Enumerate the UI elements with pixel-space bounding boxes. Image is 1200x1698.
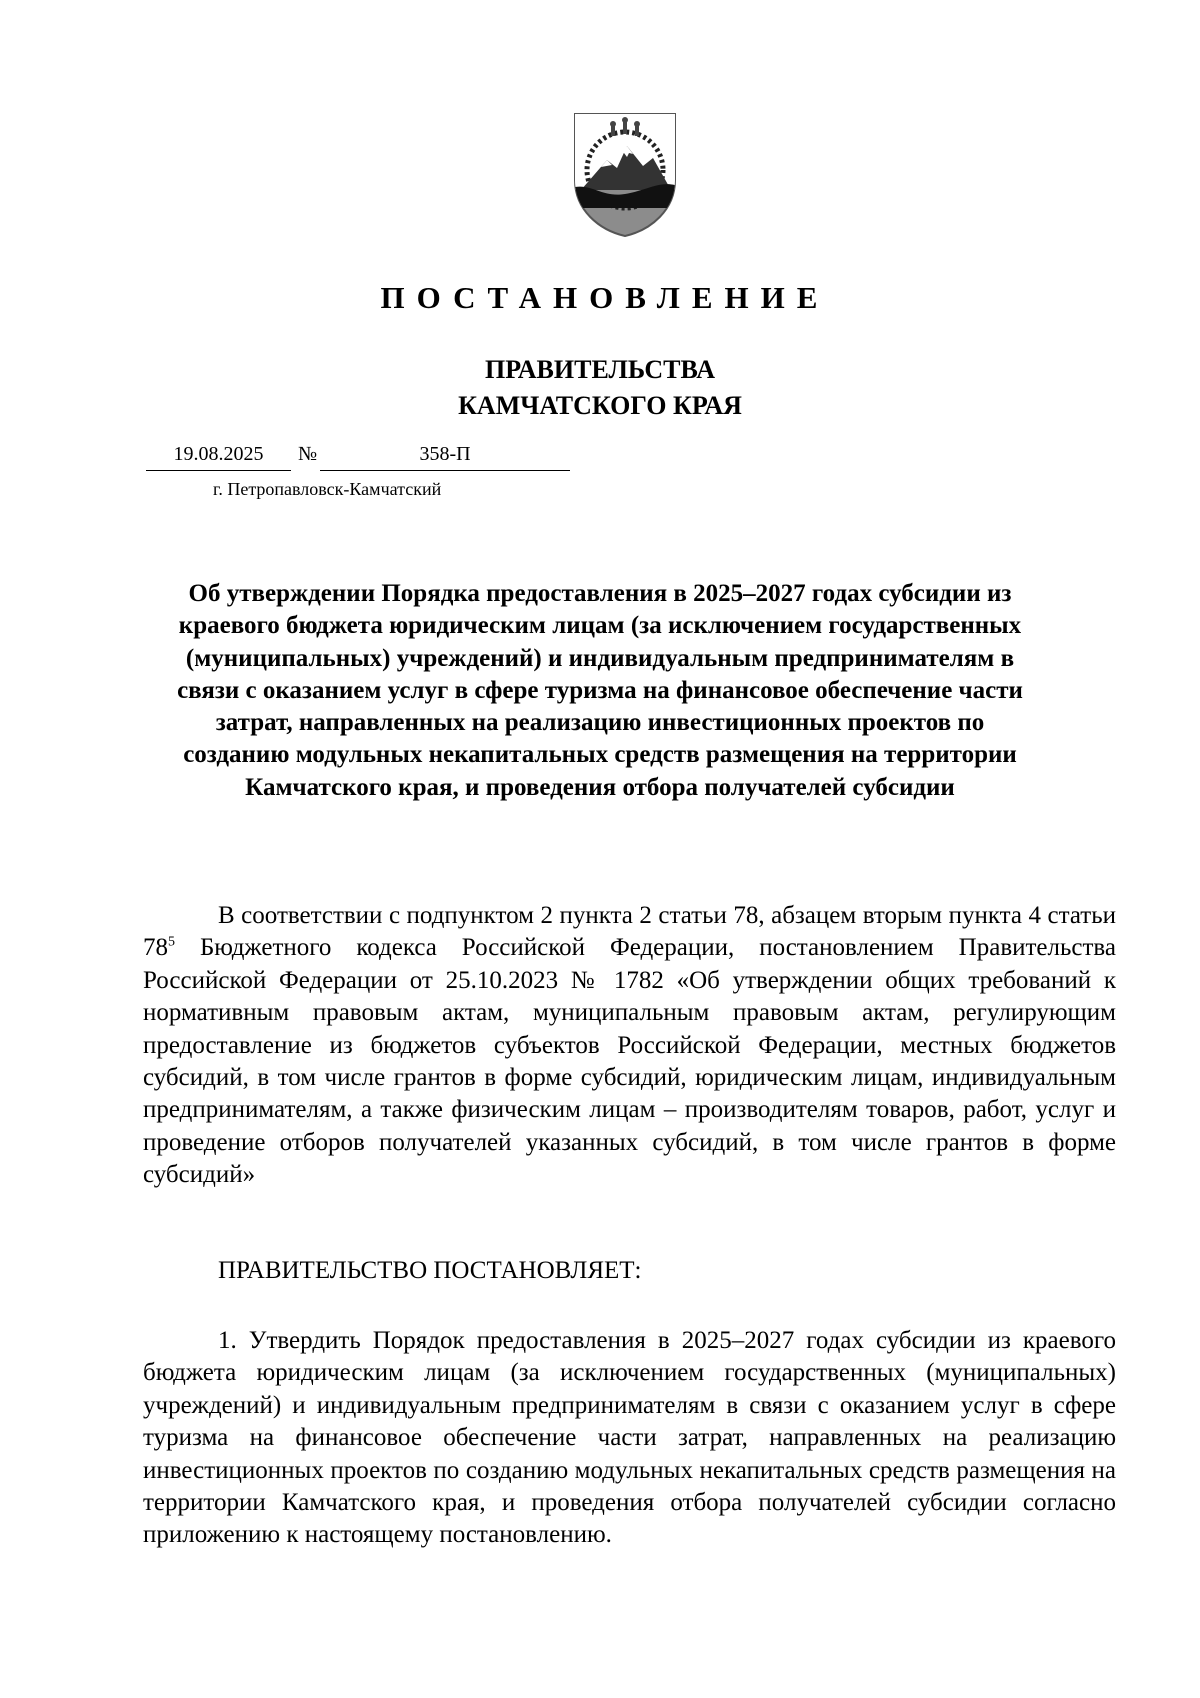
document-type-heading: ПОСТАНОВЛЕНИЕ (380, 280, 830, 315)
document-city: г. Петропавловск-Камчатский (213, 479, 442, 499)
document-title: Об утверждении Порядка предоставления в 2025–2027 годах субсидии из краевого бюджета юридическим лицам (за исключением государственных (муниципальных) учреждений) и индивидуальным предпринимателям в связи с оказанием услуг в сфере туризма на финансовое обеспечение части затрат, направленных на реализацию инвестиционных проектов по созданию модульных некапитальных средств размещения на территории Камчатского края, и проведения отбора получателей субсидии (177, 580, 1023, 801)
document-number: 358-П (320, 440, 570, 471)
preamble-part-1: В соответствии с подпунктом 2 пункта 2 статьи 78, абзацем вторым пункта 4 статьи 78 (143, 902, 1116, 962)
kamchatka-coat-of-arms-icon (571, 110, 679, 240)
decree-statement: ПРАВИТЕЛЬСТВО ПОСТАНОВЛЯЕТ: (218, 1257, 642, 1284)
authority-line-1: ПРАВИТЕЛЬСТВА (485, 355, 715, 384)
preamble-paragraph (143, 900, 1116, 1192)
document-date: 19.08.2025 (146, 440, 291, 471)
issuing-authority (0, 352, 1200, 424)
preamble-part-2: Бюджетного кодекса Российской Федерации, постановлением Правительства Российской Федерации от 25.10.2023 № 1782 «Об утверждении общих требований к нормативным правовым актам, муниципальным правовым актам, регулирующим предоставление из бюджетов субъектов Российской Федерации, местных бюджетов субсидий, в том числе грантов в форме субсидий, юридическим лицам, индивидуальным предпринимателям, а также физическим лицам – производителям товаров, работ, услуг и проведение отборов получателей указанных субсидий, в том числе грантов в форме субсидий» (143, 934, 1116, 1189)
authority-line-2: КАМЧАТСКОГО КРАЯ (458, 391, 742, 420)
clause-1-paragraph: 1. Утвердить Порядок предоставления в 2025–2027 годах субсидии из краевого бюджета юридическим лицам (за исключением государственных (муниципальных) учреждений) и индивидуальным предпринимателям в связи с оказанием услуг в сфере туризма на финансовое обеспечение части затрат, направленных на реализацию инвестиционных проектов по созданию модульных некапитальных средств размещения на территории Камчатского края, и проведения отбора получателей субсидии согласно приложению к настоящему постановлению. (143, 1327, 1116, 1549)
article-superscript: 5 (168, 935, 175, 951)
number-sign: № (298, 443, 318, 465)
